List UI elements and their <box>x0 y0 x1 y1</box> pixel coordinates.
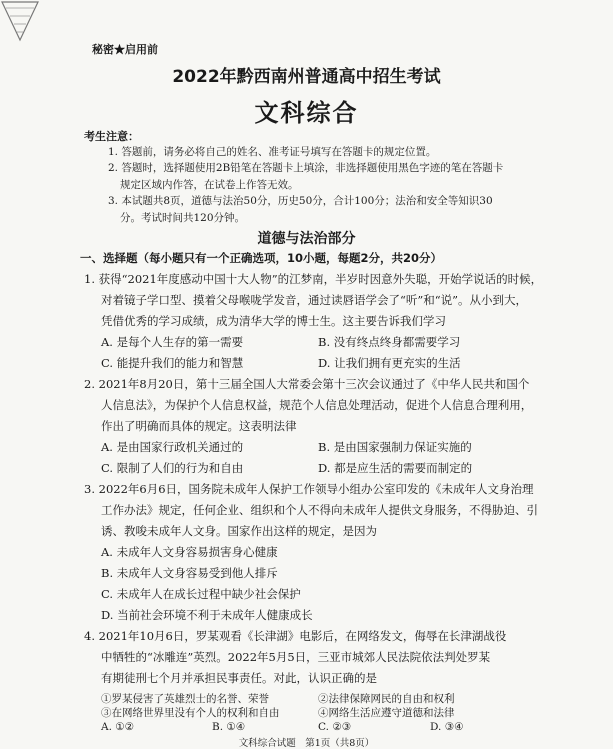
option-b: B. 没有终点终身都需要学习 <box>318 335 461 349</box>
option-a: A. 是每个人生存的第一需要 <box>101 335 244 349</box>
exam-subtitle: 文科综合 <box>254 99 359 127</box>
question-text: 对着镜子学口型、摸着父母喉咙学发音，通过读唇语学会了“听”和“说”。从小到大， <box>101 293 528 307</box>
section-title: 道德与法治部分 <box>257 231 356 247</box>
notice-item: 2. 答题时，选择题使用2B铅笔在答题卡上填涂，非选择题使用黑色字迹的笔在答题卡 规定区域内作答，在试卷上作答无效。 <box>108 162 504 191</box>
option-a: A. ①② <box>101 721 135 733</box>
option-c: C. 未成年人在成长过程中缺少社会保护 <box>101 587 301 601</box>
option-c: C. 能提升我们的能力和智慧 <box>101 356 244 370</box>
notice-item: 1. 答题前，请务必将自己的姓名、准考证号填写在答题卡的规定位置。 <box>108 146 437 158</box>
option-a: A. 未成年人文身容易损害身心健康 <box>101 545 278 559</box>
page-footer: 文科综合试题 第1页（共8页） <box>238 738 375 749</box>
option-b: B. 是由国家强制力保证实施的 <box>318 440 472 454</box>
option-b: B. 未成年人文身容易受到他人排斥 <box>101 566 278 580</box>
choice-heading: 一、选择题（每小题只有一个正确选项，10小题，每题2分，共20分） <box>80 251 443 265</box>
statement-2: ②法律保障网民的自由和权利 <box>318 693 455 705</box>
option-d: D. 当前社会环境不利于未成年人健康成长 <box>101 608 313 622</box>
option-a: A. 是由国家行政机关通过的 <box>101 440 244 454</box>
notice-item: 3. 本试题共8页，道德与法治50分，历史50分，合计100分；法治和安全等知识30 分。考试时间共120分钟。 <box>108 195 493 224</box>
question-text: 2. 2021年8月20日，第十三届全国人大常委会第十三次会议通过了《中华人民共和国个 <box>84 377 530 391</box>
question-text: 中牺牲的“冰雕连”英烈。2022年5月5日，三亚市城郊人民法院依法判处罗某 <box>101 650 491 664</box>
question-text: 1. 获得“2021年度感动中国十大人物”的江梦南，半岁时因意外失聪，开始学说话的时候， <box>84 272 543 286</box>
confidential-label: 秘密★启用前 <box>92 43 158 56</box>
question-text: 有期徒刑七个月并承担民事责任。对此，认识正确的是 <box>101 671 377 685</box>
statement-4: ④网络生活应遵守道德和法律 <box>318 707 455 719</box>
question-text: 4. 2021年10月6日，罗某观看《长津湖》电影后，在网络发文，侮辱在长津湖战役 <box>84 629 507 643</box>
question-text: 作出了明确而具体的规定。这表明法律 <box>101 419 297 433</box>
question-text: 诱、教唆未成年人文身。国家作出这样的规定，是因为 <box>101 524 377 538</box>
option-d: D. 让我们拥有更充实的生活 <box>318 356 461 370</box>
question-text: 工作办法》规定，任何企业、组织和个人不得向未成年人提供文身服务，不得胁迫、引 <box>101 503 538 517</box>
question-text: 人信息法》，为保护个人信息权益，规范个人信息处理活动，促进个人信息合理利用， <box>101 398 533 412</box>
option-c: C. 限制了人们的行为和自由 <box>101 461 244 475</box>
question-text: 3. 2022年6月6日，国务院未成年人保护工作领导小组办公室印发的《未成年人文身治理 <box>84 482 534 496</box>
option-d: D. ③④ <box>430 721 464 733</box>
statement-3: ③在网络世界里没有个人的权利和自由 <box>101 707 280 719</box>
question-text: 凭借优秀的学习成绩，成为清华大学的博士生。这主要告诉我们学习 <box>101 314 446 328</box>
option-c: C. ②③ <box>318 721 352 733</box>
notice-heading: 考生注意： <box>84 130 139 143</box>
option-d: D. 都是应生活的需要而制定的 <box>318 461 473 475</box>
option-b: B. ①④ <box>212 721 246 733</box>
exam-title: 2022年黔西南州普通高中招生考试 <box>172 67 441 87</box>
statement-1: ①罗某侵害了英雄烈士的名誉、荣誉 <box>101 693 269 705</box>
corner-stamp-mark <box>0 0 40 44</box>
